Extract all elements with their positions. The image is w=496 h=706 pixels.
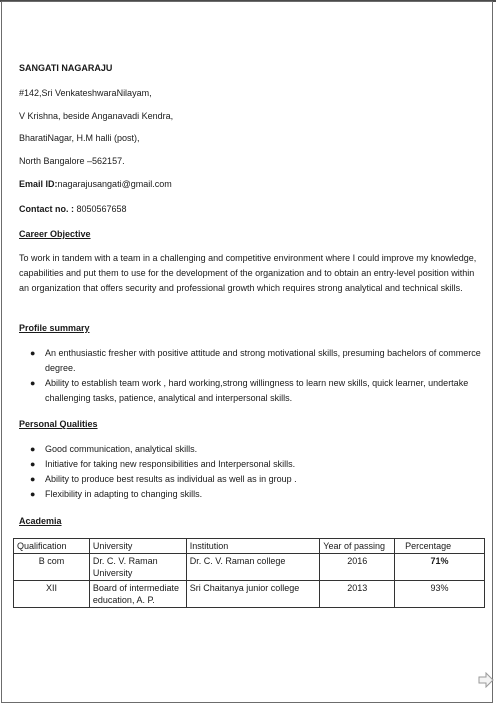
table-cell: XII	[14, 581, 90, 608]
personal-qualities-heading: Personal Qualities	[19, 419, 98, 429]
email-line	[19, 177, 172, 192]
table-cell: Dr. C. V. Raman college	[186, 554, 320, 581]
table-row	[14, 554, 485, 581]
list-item: ● Ability to produce best results as individual as well as in group .	[19, 472, 481, 487]
table-cell: Sri Chaitanya junior college	[186, 581, 320, 608]
list-item: ● Initiative for taking new responsibilities and Interpersonal skills.	[19, 457, 481, 472]
address-line-4: North Bangalore –562157.	[19, 156, 125, 166]
address-line-2: V Krishna, beside Anganavadi Kendra,	[19, 111, 174, 121]
column-header: Year of passing	[320, 539, 395, 554]
column-header: Percentage	[395, 539, 485, 554]
career-objective-text: To work in tandem with a team in a challenging and competitive environment where I could improve my knowledge, capabilities and put them to use for the development of the organization and to obtain an entry-level position within an organization that offers security and professional growth which requires strong analytical and technical skills.	[19, 253, 477, 293]
phone-line	[19, 202, 127, 217]
profile-summary-heading: Profile summary	[19, 323, 90, 333]
bullet-icon: ●	[30, 378, 36, 388]
table-cell: Board of intermediate education, A. P.	[89, 581, 186, 608]
table-header-row	[14, 539, 485, 554]
next-arrow-icon[interactable]	[478, 672, 494, 688]
address-line-1: #142,Sri VenkateshwaraNilayam,	[19, 88, 152, 98]
table-cell: Dr. C. V. Raman University	[89, 554, 186, 581]
table-cell: B com	[14, 554, 90, 581]
email-value[interactable]: nagarajusangati@gmail.com	[57, 179, 172, 189]
bullet-icon: ●	[30, 444, 36, 454]
bullet-icon: ●	[30, 348, 36, 358]
bullet-icon: ●	[30, 474, 36, 484]
bullet-icon: ●	[30, 489, 36, 499]
table-row	[14, 581, 485, 608]
personal-qualities-list	[19, 442, 481, 502]
bullet-icon: ●	[30, 459, 36, 469]
list-item: ● Ability to establish team work , hard working,strong willingness to learn new skills, quick learner, undertake challenging tasks, patience, analytical and interpersonal skills.	[30, 378, 469, 403]
list-item: ● Good communication, analytical skills.	[19, 442, 481, 457]
candidate-name: SANGATI NAGARAJU	[19, 63, 113, 73]
list-item: ● An enthusiastic fresher with positive attitude and strong motivational skills, presuming bachelors of commerce degree.	[30, 348, 481, 373]
column-header: Qualification	[14, 539, 90, 554]
list-item: ● Flexibility in adapting to changing skills.	[19, 487, 481, 502]
profile-summary-list	[19, 346, 481, 406]
phone-value: 8050567658	[74, 204, 127, 214]
career-objective-heading: Career Objective	[19, 229, 91, 239]
table-cell: 2013	[320, 581, 395, 608]
academia-heading: Academia	[19, 516, 62, 526]
table-cell: 93%	[395, 581, 485, 608]
phone-label: Contact no. :	[19, 204, 74, 214]
table-cell: 2016	[320, 554, 395, 581]
academia-table	[13, 538, 485, 608]
address-line-3: BharatiNagar, H.M halli (post),	[19, 133, 140, 143]
email-label: Email ID:	[19, 179, 58, 189]
table-cell: 71%	[395, 554, 485, 581]
column-header: University	[89, 539, 186, 554]
column-header: Institution	[186, 539, 320, 554]
